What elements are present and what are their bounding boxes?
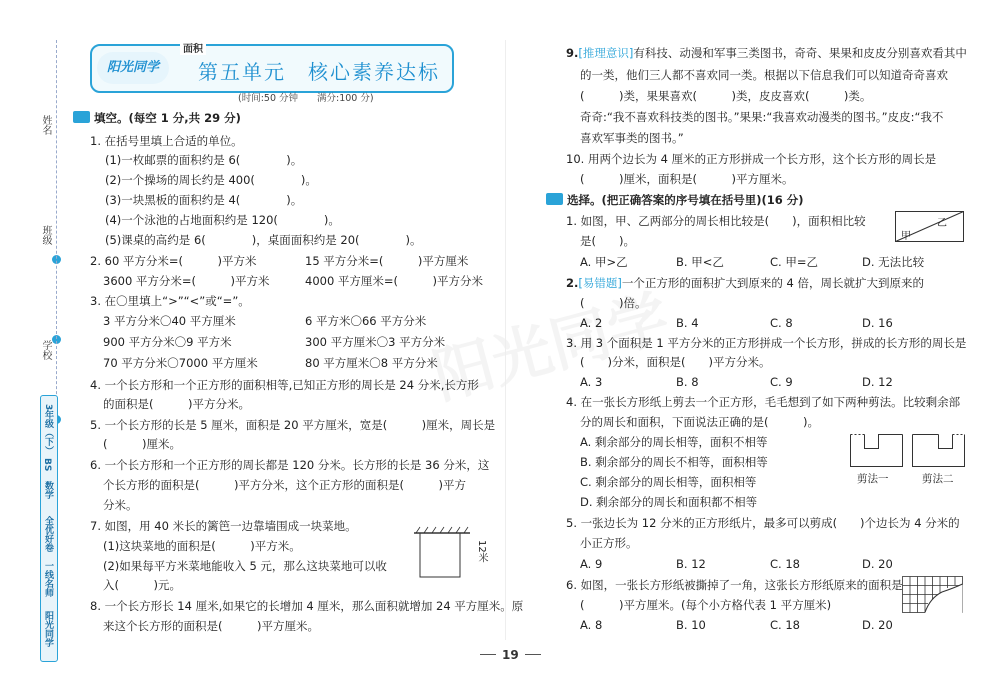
c6-opt-b: B. 10 (676, 618, 706, 632)
q9-line5: 喜欢军事类的图书。” (580, 131, 684, 145)
q6-line3: 分米。 (103, 498, 138, 512)
c2-opt-a: A. 2 (580, 316, 603, 330)
c4-line1: 4. 在一张长方形纸上剪去一个正方形，毛毛想到了如下两种剪法。比较剩余部 (566, 395, 961, 409)
q9-line4: 奇奇:“我不喜欢科技类的图书。”果果:“我喜欢动漫类的图书。”皮皮:“我不 (580, 110, 944, 124)
cut-method-1-label: 剪法一 (857, 473, 889, 485)
c4-opt-c: C. 剩余部分的周长相等，面积相等 (580, 475, 757, 489)
page-number: 19 (474, 648, 547, 662)
c2-text1: 一个正方形的面积扩大到原来的 4 倍，周长就扩大到原来的 (621, 276, 924, 290)
section-fill-blank (73, 110, 241, 126)
q4-line2: 的面积是( )平方分米。 (103, 397, 250, 411)
c5-opt-a: A. 9 (580, 557, 603, 571)
book-edition: BS (42, 458, 52, 472)
c2-opt-b: B. 4 (676, 316, 699, 330)
q9-tag: [推理意识] (578, 46, 634, 60)
q9-number: 9. (566, 46, 579, 60)
q5-line1: 5. 一个长方形的长是 5 厘米，面积是 20 平方厘米，宽是( )厘米，周长是 (90, 418, 496, 432)
q10-line1: 10. 用两个边长为 4 厘米的正方形拼成一个长方形，这个长方形的周长是 (566, 152, 937, 166)
q9-line2: 的一类，他们三人都不喜欢同一类。根据以下信息我们可以知道奇奇喜欢 (580, 68, 948, 82)
figure-vegetable-plot (412, 527, 472, 583)
q2-b: 15 平方分米=( )平方厘米 (305, 254, 469, 268)
c4-opt-b: B. 剩余部分的周长不相等，面积相等 (580, 455, 768, 469)
school-label: 学校 (40, 340, 51, 360)
q7-1: (1)这块菜地的面积是( )平方米。 (103, 539, 301, 553)
q8-line2: 来这个长方形的面积是( )平方厘米。 (103, 619, 319, 633)
figure-jia-label: 甲 (901, 231, 911, 242)
c1-opt-d: D. 无法比较 (862, 255, 925, 269)
page-title: 第五单元 核心素养达标 (198, 60, 440, 84)
q7-stem: 7. 如图，用 40 米长的篱笆一边靠墙围成一块菜地。 (90, 519, 357, 533)
q1-5: (5)课桌的高约是 6( )，桌面面积约是 20( )。 (105, 233, 422, 247)
c1-line2: 是( )。 (580, 234, 635, 248)
q9-line3: ( )类，果果喜欢( )类，皮皮喜欢( )类。 (580, 89, 872, 103)
c2-number: 2. (566, 276, 579, 290)
column-divider (505, 40, 506, 640)
q6-line1: 6. 一个长方形和一个正方形的周长都是 120 分米。长方形的长是 36 分米，这 (90, 458, 490, 472)
q3-f: 80 平方厘米〇8 平方分米 (305, 356, 438, 370)
figure-plot-length-label: 12米 (476, 540, 487, 563)
c4-line2: 分的周长和面积，下面说法正确的是( )。 (580, 415, 819, 429)
c5-opt-b: B. 12 (676, 557, 706, 571)
c5-line2: 小正方形。 (580, 536, 638, 550)
c3-line2: ( )分米，面积是( )平方分米。 (580, 355, 771, 369)
book-slogan-2: 全优好卷 (43, 516, 53, 552)
c2-line2: ( )倍。 (580, 296, 647, 310)
q3-c: 900 平方分米〇9 平方米 (103, 335, 232, 349)
c3-line1: 3. 用 3 个面积是 1 平方分米的正方形拼成一个长方形，拼成的长方形的周长是 (566, 336, 967, 350)
q8-line1: 8. 一个长方形长 14 厘米,如果它的长增加 4 厘米，那么面积就增加 24 平方厘米。原 (90, 599, 524, 613)
q3-a: 3 平方分米〇40 平方厘米 (103, 314, 236, 328)
q7-2: (2)如果每平方米菜地能收入 5 元，那么这块菜地可以收 (103, 559, 387, 573)
book-grade: 3年级（下） (43, 404, 53, 456)
section-icon (73, 111, 90, 123)
unit-tag: 面积 (180, 40, 206, 55)
c6-opt-d: D. 20 (862, 618, 893, 632)
c4-opt-a: A. 剩余部分的周长相等，面积不相等 (580, 435, 768, 449)
c3-opt-b: B. 8 (676, 375, 699, 389)
c1-line1: 1. 如图，甲、乙两部分的周长相比较是( )，面积相比较 (566, 214, 866, 228)
section-choice-title: 选择。(把正确答案的序号填在括号里)(16 分) (567, 193, 804, 207)
c6-opt-c: C. 18 (770, 618, 800, 632)
c6-line2: ( )平方厘米。(每个小方格代表 1 平方厘米) (580, 598, 832, 612)
book-subject: 数学 (43, 481, 53, 499)
page-subtitle: (时间:50 分钟 满分:100 分) (238, 93, 374, 104)
q2-a: 2. 60 平方分米=( )平方米 (90, 254, 257, 268)
q4-line1: 4. 一个长方形和一个正方形的面积相等,已知正方形的周长是 24 分米,长方形 (90, 378, 479, 392)
q3-e: 70 平方分米〇7000 平方厘米 (103, 356, 258, 370)
q9-text1: 有科技、动漫和军事三类图书，奇奇、果果和皮皮分别喜欢看其中 (633, 46, 967, 60)
name-label: 姓名 (40, 115, 51, 135)
c3-opt-a: A. 3 (580, 375, 603, 389)
figure-torn-paper-grid (902, 576, 966, 616)
class-label: 班级 (40, 225, 51, 245)
q5-line2: ( )厘米。 (103, 437, 181, 451)
q1-4: (4)一个泳池的占地面积约是 120( )。 (105, 213, 340, 227)
q1-2: (2)一个操场的周长约是 400( )。 (105, 173, 317, 187)
c3-opt-c: C. 9 (770, 375, 793, 389)
q10-line2: ( )厘米，面积是( )平方厘米。 (580, 172, 794, 186)
book-brand: 阳光同学 (43, 611, 53, 647)
q1-1: (1)一枚邮票的面积约是 6( )。 (105, 153, 303, 167)
q2-c: 3600 平方分米=( )平方米 (103, 274, 270, 288)
c2-line1 (566, 275, 924, 291)
c4-opt-d: D. 剩余部分的周长和面积都不相等 (580, 495, 758, 509)
cut-method-2-label: 剪法二 (922, 473, 954, 485)
q3-d: 300 平方厘米〇3 平方分米 (305, 335, 446, 349)
c5-opt-c: C. 18 (770, 557, 800, 571)
c2-tag: [易错题] (578, 276, 622, 290)
q3-stem: 3. 在〇里填上“>”“<”或“=”。 (90, 294, 250, 308)
section-fill-blank-title: 填空。(每空 1 分,共 29 分) (94, 111, 241, 125)
section-choice (546, 192, 804, 208)
c5-line1: 5. 一张边长为 12 分米的正方形纸片，最多可以剪成( )个边长为 4 分米的 (566, 516, 960, 530)
c1-opt-b: B. 甲<乙 (676, 255, 724, 269)
c1-opt-c: C. 甲=乙 (770, 255, 818, 269)
q9-line1 (566, 45, 967, 61)
c1-opt-a: A. 甲>乙 (580, 255, 628, 269)
q7-2b: 入( )元。 (103, 578, 181, 592)
brand-logo: 阳光同学 (97, 52, 169, 84)
c2-opt-d: D. 16 (862, 316, 893, 330)
c6-opt-a: A. 8 (580, 618, 603, 632)
c6-line1: 6. 如图，一张长方形纸被撕掉了一角，这张长方形纸原来的面积是 (566, 578, 903, 592)
figure-cut-methods (850, 434, 965, 468)
q6-line2: 个长方形的面积是( )平方分米，这个正方形的面积是( )平方 (103, 478, 466, 492)
q2-d: 4000 平方厘米=( )平方分米 (305, 274, 484, 288)
c3-opt-d: D. 12 (862, 375, 893, 389)
q1-3: (3)一块黑板的面积约是 4( )。 (105, 193, 303, 207)
q1-stem: 1. 在括号里填上合适的单位。 (90, 134, 243, 148)
c2-opt-c: C. 8 (770, 316, 793, 330)
q3-b: 6 平方米〇66 平方分米 (305, 314, 427, 328)
section-icon (546, 193, 563, 205)
figure-yi-label: 乙 (937, 218, 947, 229)
c5-opt-d: D. 20 (862, 557, 893, 571)
book-series-bar (40, 395, 58, 662)
book-slogan-1: 一线名师 (43, 561, 53, 597)
